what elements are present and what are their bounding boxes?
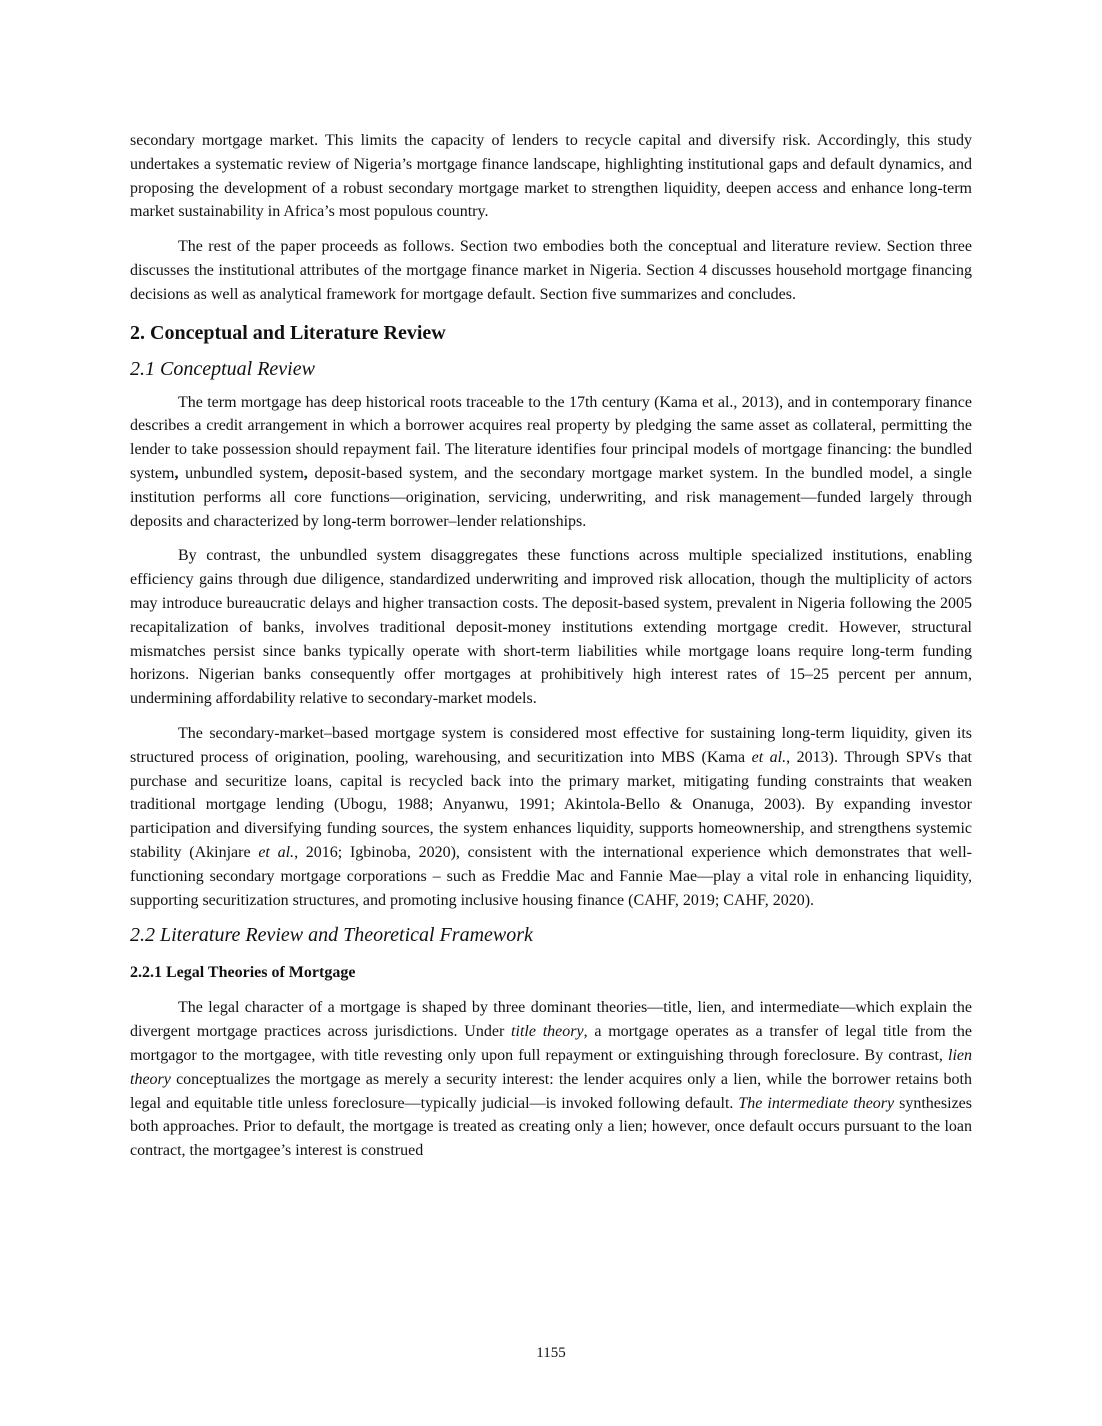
- conceptual-paragraph-3: The secondary-market–based mortgage system is considered most effective for sustaining long-term liquidity, given its structured process of origination, pooling, warehousing, and securitization into MBS (Kama et al., 2013). Through SPVs that purchase and securitize loans, capital is recycled back into the primary market, mitigating funding constraints that weaken traditional mortgage lending (Ubogu, 1988; Anyanwu, 1991; Akintola-Bello & Onanuga, 2003). By expanding investor participation and diversifying funding sources, the system enhances liquidity, supports homeownership, and strengthens systemic stability (Akinjare et al., 2016; Igbinoba, 2020), consistent with the international experience which demonstrates that well-functioning secondary mortgage corporations – such as Freddie Mac and Fannie Mae—play a vital role in enhancing liquidity, supporting securitization structures, and promoting inclusive housing finance (CAHF, 2019; CAHF, 2020).: [130, 724, 973, 909]
- section-2-2-1-heading: 2.2.1 Legal Theories of Mortgage: [130, 964, 356, 982]
- intro-paragraph-1: secondary mortgage market. This limits the capacity of lenders to recycle capital and diversify risk. Accordingly, this study undertakes a systematic review of Nigeria’s mortgage finance landscape, highlighting institutional gaps and default dynamics, and proposing the development of a robust secondary mortgage market to strengthen liquidity, deepen access and enhance long-term market sustainability in Africa’s most populous country.: [130, 132, 972, 221]
- section-2-heading: 2. Conceptual and Literature Review: [130, 321, 446, 344]
- section-2-2-heading: 2.2 Literature Review and Theoretical Framework: [130, 924, 533, 947]
- legal-theories-paragraph-1: The legal character of a mortgage is shaped by three dominant theories—title, lien, and intermediate—which explain the divergent mortgage practices across jurisdictions. Under title theory, a mortgage operates as a transfer of legal title from the mortgagor to the mortgagee, with title revesting only upon full repayment or extinguishing through foreclosure. By contrast, lien theory conceptualizes the mortgage as merely a security interest: the lender acquires only a lien, while the borrower retains both legal and equitable title unless foreclosure—typically judicial—is invoked following default. The intermediate theory synthesizes both approaches. Prior to default, the mortgage is treated as creating only a lien; however, once default occurs pursuant to the loan contract, the mortgagee’s interest is construed: [130, 999, 973, 1160]
- conceptual-paragraph-1: The term mortgage has deep historical roots traceable to the 17th century (Kama et al., 2013), and in contemporary finance describes a credit arrangement in which a borrower acquires real property by pledging the same asset as collateral, permitting the lender to take possession should repayment fail. The literature identifies four principal models of mortgage financing: the bundled system, unbundled system, deposit-based system, and the secondary mortgage market system. In the bundled model, a single institution performs all core functions—origination, servicing, underwriting, and risk management—funded largely through deposits and characterized by long-term borrower–lender relationships.: [130, 393, 973, 530]
- page-body: [130, 129, 972, 1163]
- conceptual-paragraph-2: By contrast, the unbundled system disaggregates these functions across multiple specialized institutions, enabling efficiency gains through due diligence, standardized underwriting and improved risk allocation, though the multiplicity of actors may introduce bureaucratic delays and higher transaction costs. The deposit-based system, prevalent in Nigeria following the 2005 recapitalization of banks, involves traditional deposit-money institutions extending mortgage credit. However, structural mismatches persist since banks typically operate with short-term liabilities while mortgage loans require long-term funding horizons. Nigerian banks consequently offer mortgages at prohibitively high interest rates of 15–25 percent per annum, undermining affordability relative to secondary-market models.: [130, 547, 972, 708]
- page-number: 1155: [536, 1345, 566, 1361]
- section-2-1-heading: 2.1 Conceptual Review: [130, 357, 315, 380]
- intro-paragraph-2: The rest of the paper proceeds as follows. Section two embodies both the conceptual and literature review. Section three discusses the institutional attributes of the mortgage finance market in Nigeria. Section 4 discusses household mortgage financing decisions as well as analytical framework for mortgage default. Section five summarizes and concludes.: [130, 238, 972, 303]
